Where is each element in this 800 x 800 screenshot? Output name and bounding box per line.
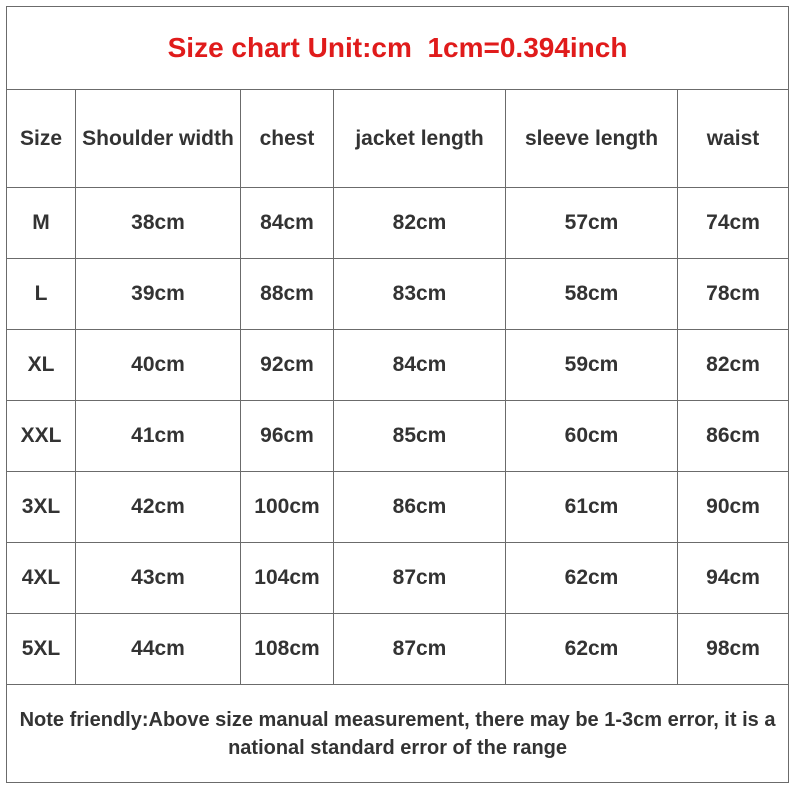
cell-jacket-length: 84cm [334,330,506,401]
cell-jacket-length: 85cm [334,401,506,472]
cell-waist: 86cm [678,401,789,472]
cell-sleeve-length: 62cm [506,543,678,614]
table-row [7,188,789,259]
cell-size: 4XL [7,543,76,614]
cell-jacket-length: 82cm [334,188,506,259]
table-row [7,543,789,614]
note-row [7,685,789,783]
cell-chest: 92cm [241,330,334,401]
header-chest: chest [241,90,334,188]
cell-sleeve-length: 60cm [506,401,678,472]
cell-chest: 96cm [241,401,334,472]
cell-shoulder-width: 41cm [76,401,241,472]
cell-shoulder-width: 42cm [76,472,241,543]
cell-chest: 108cm [241,614,334,685]
cell-shoulder-width: 40cm [76,330,241,401]
header-size: Size [7,90,76,188]
cell-waist: 78cm [678,259,789,330]
cell-size: M [7,188,76,259]
header-sleeve-length: sleeve length [506,90,678,188]
cell-size: XL [7,330,76,401]
cell-waist: 74cm [678,188,789,259]
cell-shoulder-width: 43cm [76,543,241,614]
table-row [7,330,789,401]
cell-waist: 94cm [678,543,789,614]
cell-sleeve-length: 62cm [506,614,678,685]
cell-size: XXL [7,401,76,472]
cell-waist: 82cm [678,330,789,401]
cell-waist: 98cm [678,614,789,685]
cell-sleeve-length: 58cm [506,259,678,330]
cell-chest: 100cm [241,472,334,543]
chart-title: Size chart Unit:cm 1cm=0.394inch [7,7,789,90]
cell-sleeve-length: 59cm [506,330,678,401]
cell-sleeve-length: 57cm [506,188,678,259]
cell-jacket-length: 83cm [334,259,506,330]
size-chart [6,6,788,790]
header-jacket-length: jacket length [334,90,506,188]
cell-jacket-length: 86cm [334,472,506,543]
cell-jacket-length: 87cm [334,543,506,614]
cell-chest: 88cm [241,259,334,330]
cell-size: 5XL [7,614,76,685]
cell-jacket-length: 87cm [334,614,506,685]
table-row [7,614,789,685]
cell-waist: 90cm [678,472,789,543]
cell-shoulder-width: 44cm [76,614,241,685]
cell-shoulder-width: 38cm [76,188,241,259]
note-text: Note friendly:Above size manual measurement, there may be 1-3cm error, it is a national standard error of the range [7,685,789,783]
cell-shoulder-width: 39cm [76,259,241,330]
cell-size: L [7,259,76,330]
table-row [7,259,789,330]
cell-sleeve-length: 61cm [506,472,678,543]
header-shoulder-width: Shoulder width [76,90,241,188]
table-row [7,472,789,543]
header-row [7,90,789,188]
header-waist: waist [678,90,789,188]
title-row [7,7,789,90]
table-row [7,401,789,472]
cell-chest: 104cm [241,543,334,614]
size-table [6,6,789,783]
cell-size: 3XL [7,472,76,543]
cell-chest: 84cm [241,188,334,259]
